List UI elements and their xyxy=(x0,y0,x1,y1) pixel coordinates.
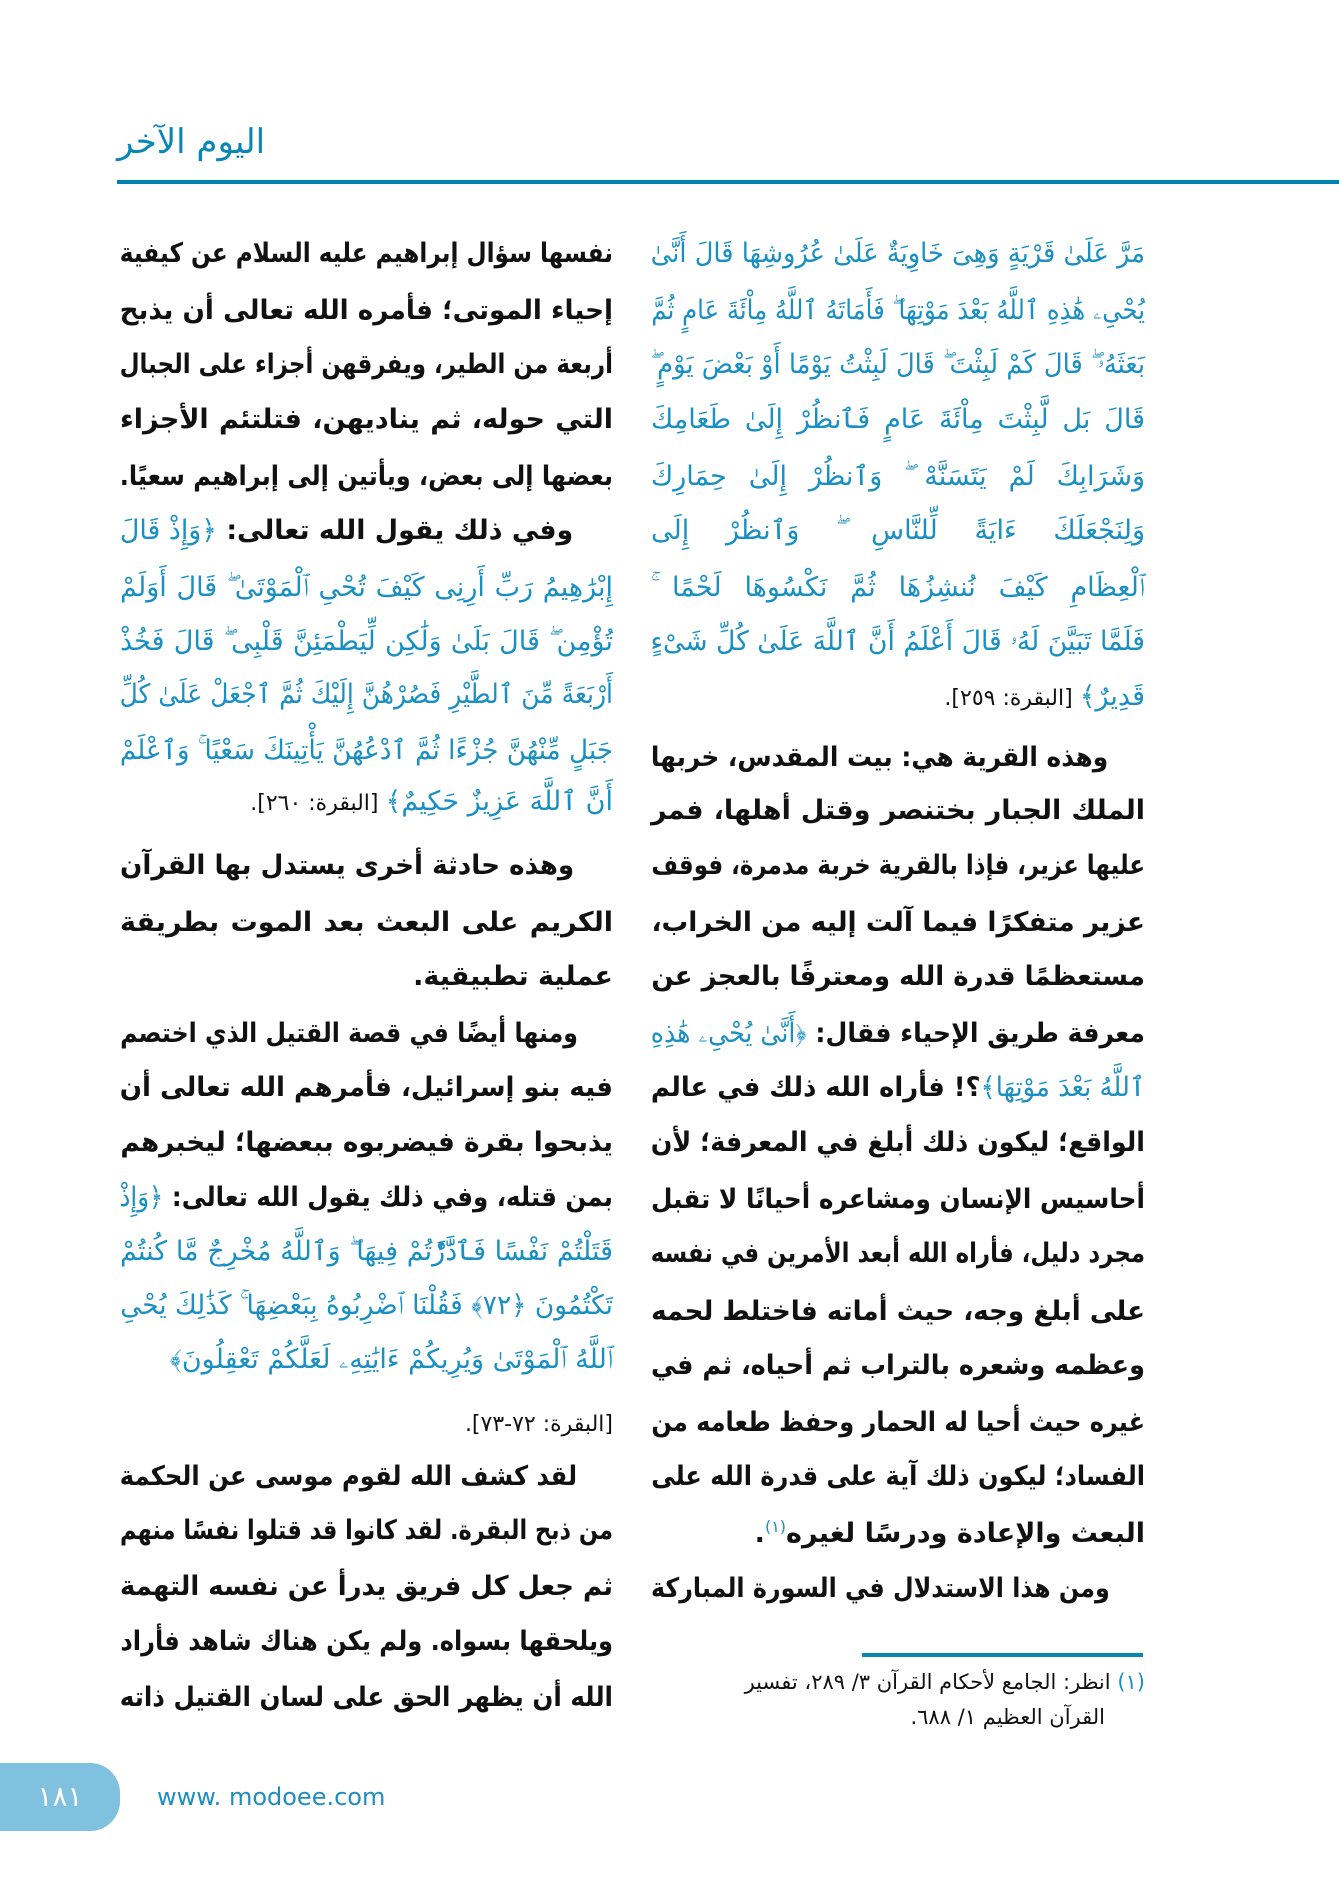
footnote xyxy=(651,1665,1145,1699)
body-text: عملية تطبيقية. xyxy=(413,961,613,992)
text-line xyxy=(120,895,613,950)
website-link[interactable]: www. modoee.com xyxy=(157,1783,386,1811)
text-line xyxy=(651,449,1145,504)
running-header-title: اليوم الآخر xyxy=(117,122,266,162)
quran-verse-text: فَلَمَّا تَبَيَّنَ لَهُۥ قَالَ أَعْلَمُ أَنَّ ٱللَّهَ عَلَىٰ كُلِّ شَىْءٍ xyxy=(650,626,1145,657)
footnote-continued xyxy=(651,1700,1145,1734)
text-line xyxy=(651,1172,1145,1227)
body-text: الملك الجبار بختنصر وقتل أهلها، فمر xyxy=(651,795,1145,826)
quran-verse-text: ٱلْعِظَامِ كَيْفَ نُنشِزُهَا ثُمَّ نَكْسُوهَا لَحْمًا ۚ xyxy=(651,572,1145,603)
quran-verse-text: إِبْرَٰهِيمُ رَبِّ أَرِنِى كَيْفَ تُحْىِ ٱلْمَوْتَىٰ ۖ قَالَ أَوَلَمْ xyxy=(120,572,613,603)
text-line xyxy=(120,503,613,558)
text-line xyxy=(651,337,1145,392)
text-line xyxy=(120,560,613,615)
quran-verse-text: جَبَلٍ مِّنْهُنَّ جُزْءًا ثُمَّ ٱدْعُهُنَّ يَأْتِينَكَ سَعْيًا ۚ وَٱعْلَمْ xyxy=(119,735,613,766)
quran-verse-text: بَعَثَهُۥ ۖ قَالَ كَمْ لَبِثْتَ ۖ قَالَ لَبِثْتُ يَوْمًا أَوْ بَعْضَ يَوْمٍ ۖ xyxy=(650,349,1145,380)
body-text: عزير متفكرًا فيما آلت إليه من الخراب، xyxy=(651,907,1145,938)
body-text: عليها عزير، فإذا بالقرية خربة مدمرة، فوقف xyxy=(651,850,1145,881)
body-text: . xyxy=(754,1518,765,1549)
quran-verse-text: تَكْتُمُونَ ﴿٧٢﴾ فَقُلْنَا ٱضْرِبُوهُ بِبَعْضِهَا ۚ كَذَٰلِكَ يُحْىِ xyxy=(120,1290,613,1321)
text-line xyxy=(651,1226,1145,1281)
text-line xyxy=(651,669,1145,724)
text-line xyxy=(120,1060,613,1115)
text-line xyxy=(651,1338,1145,1393)
text-line xyxy=(651,226,1145,281)
text-line xyxy=(120,1449,613,1504)
body-text: البعث والإعادة ودرسًا لغيره xyxy=(786,1518,1145,1549)
text-line xyxy=(120,283,613,338)
text-line xyxy=(651,1449,1145,1504)
body-text: أحاسيس الإنسان ومشاعره أحيانًا لا تقبل xyxy=(651,1184,1145,1215)
text-line xyxy=(651,783,1145,838)
body-text: وفي ذلك يقول الله تعالى: xyxy=(216,515,574,546)
body-text: ومن هذا الاستدلال في السورة المباركة xyxy=(650,1573,1110,1604)
body-text: مجرد دليل، فأراه الله أبعد الأمرين في نفسه xyxy=(650,1238,1145,1269)
page-number: ١٨١ xyxy=(37,1780,83,1813)
text-line xyxy=(651,283,1145,338)
text-line xyxy=(120,1224,613,1279)
text-line xyxy=(120,1395,613,1450)
text-line xyxy=(120,949,613,1004)
body-text: أربعة من الطير، ويفرقهن أجزاء على الجبال xyxy=(119,349,613,380)
text-line xyxy=(651,1506,1145,1561)
body-text: من ذبح البقرة. لقد كانوا قد قتلوا نفسًا منهم xyxy=(120,1515,613,1546)
body-text: الفساد؛ ليكون ذلك آية على قدرة الله على xyxy=(651,1461,1145,1492)
text-line xyxy=(120,226,613,281)
body-text: وهذه حادثة أخرى يستدل بها القرآن xyxy=(120,850,575,881)
text-line xyxy=(120,1115,613,1170)
body-text: يذبحوا بقرة فيضربوه ببعضها؛ ليخبرهم xyxy=(120,1127,613,1158)
verse-citation: [البقرة: ٢٦٠]. xyxy=(250,791,386,816)
body-text: الله أن يظهر الحق على لسان القتيل ذاته xyxy=(119,1682,614,1713)
body-text: ومنها أيضًا في قصة القتيل الذي اختصم xyxy=(120,1018,578,1049)
text-line xyxy=(651,895,1145,950)
text-line xyxy=(120,774,613,829)
footnote-reference: (١) xyxy=(764,1517,787,1536)
body-text: فيه بنو إسرائيل، فأمرهم الله تعالى أن xyxy=(119,1072,613,1103)
quran-verse-text: ﴿وَإِذْ قَالَ xyxy=(119,515,217,546)
text-line xyxy=(120,614,613,669)
body-text: معرفة طريق الإحياء فقال: xyxy=(806,1018,1145,1049)
header-divider xyxy=(117,180,1339,184)
text-line xyxy=(651,730,1145,785)
text-line xyxy=(120,337,613,392)
body-text: ثم جعل كل فريق يدرأ عن نفسه التهمة xyxy=(119,1571,613,1602)
body-text: بعضها إلى بعض، ويأتين إلى إبراهيم سعيًا. xyxy=(119,461,613,492)
body-text: نفسها سؤال إبراهيم عليه السلام عن كيفية xyxy=(119,238,613,269)
quran-verse-text: مَرَّ عَلَىٰ قَرْيَةٍ وَهِىَ خَاوِيَةٌ عَلَىٰ عُرُوشِهَا قَالَ أَنَّىٰ xyxy=(650,238,1145,269)
text-line xyxy=(120,1559,613,1614)
body-text: وهذه القرية هي: بيت المقدس، خربها xyxy=(650,742,1109,773)
footnote-divider xyxy=(862,1653,1143,1657)
text-line xyxy=(120,838,613,893)
text-line xyxy=(120,1503,613,1558)
body-text: مستعظمًا قدرة الله ومعترفًا بالعجز عن xyxy=(651,961,1145,992)
text-line xyxy=(651,1060,1145,1115)
quran-verse-text: يُحْىِۦ هَٰذِهِ ٱللَّهُ بَعْدَ مَوْتِهَا ۖ فَأَمَاتَهُ ٱللَّهُ مِاْئَةَ عَامٍ ثُمَّ xyxy=(651,295,1145,326)
quran-verse-text: أَنَّ ٱللَّهَ عَزِيزٌ حَكِيمٌ﴾ xyxy=(385,786,613,817)
body-text: على أبلغ وجه، حيث أماته فاختلط لحمه xyxy=(651,1296,1145,1327)
verse-citation: [البقرة: ٢٥٩]. xyxy=(944,686,1080,711)
text-line xyxy=(651,392,1145,447)
text-line xyxy=(120,1170,613,1225)
quran-verse-text: ٱللَّهُ بَعْدَ مَوْتِهَا﴾ xyxy=(980,1072,1145,1103)
body-text: الواقع؛ ليكون ذلك أبلغ في المعرفة؛ لأن xyxy=(650,1127,1145,1158)
text-line xyxy=(120,1006,613,1061)
text-line xyxy=(651,949,1145,1004)
text-line xyxy=(120,1670,613,1725)
text-line xyxy=(120,667,613,722)
body-text: وعظمه وشعره بالتراب ثم أحياه، ثم في xyxy=(650,1350,1145,1381)
text-line xyxy=(120,1278,613,1333)
body-text: غيره حيث أحيا له الحمار وحفظ طعامه من xyxy=(651,1407,1145,1438)
text-line xyxy=(120,449,613,504)
body-text: بمن قتله، وفي ذلك يقول الله تعالى: xyxy=(163,1182,613,1213)
verse-citation: [البقرة: ٧٢-٧٣]. xyxy=(464,1412,613,1437)
body-text: الكريم على البعث بعد الموت بطريقة xyxy=(120,907,613,938)
quran-verse-text: أَرْبَعَةً مِّنَ ٱلطَّيْرِ فَصُرْهُنَّ إِلَيْكَ ثُمَّ ٱجْعَلْ عَلَىٰ كُلِّ xyxy=(119,679,614,710)
text-line xyxy=(120,1614,613,1669)
text-line xyxy=(651,1006,1145,1061)
quran-verse-text: قَدِيرٌ﴾ xyxy=(1079,681,1145,712)
footnote-line-2: القرآن العظيم ١/ ٦٨٨. xyxy=(910,1705,1105,1729)
quran-verse-text: وَلِنَجْعَلَكَ ءَايَةً لِّلنَّاسِ ۖ وَٱنظُرْ إِلَى xyxy=(651,515,1145,546)
text-line xyxy=(120,392,613,447)
text-line xyxy=(651,1115,1145,1170)
text-line xyxy=(651,1284,1145,1339)
page-number-badge xyxy=(0,1763,120,1831)
quran-verse-text: ٱللَّهُ ٱلْمَوْتَىٰ وَيُرِيكُمْ ءَايَٰتِهِۦ لَعَلَّكُمْ تَعْقِلُونَ﴾ xyxy=(169,1344,613,1375)
text-line xyxy=(651,838,1145,893)
body-text: ؟! فأراه الله ذلك في عالم xyxy=(650,1072,981,1103)
quran-verse-text: ﴿أَنَّىٰ يُحْىِۦ هَٰذِهِ xyxy=(650,1018,807,1049)
text-line xyxy=(120,1332,613,1387)
body-text: لقد كشف الله لقوم موسى عن الحكمة xyxy=(119,1461,578,1492)
footnote-number: (١) xyxy=(1117,1670,1145,1694)
quran-verse-text: وَشَرَابِكَ لَمْ يَتَسَنَّهْ ۖ وَٱنظُرْ إِلَىٰ حِمَارِكَ xyxy=(651,461,1145,492)
footnote-line-1: انظر: الجامع لأحكام القرآن ٣/ ٢٨٩، تفسير xyxy=(744,1670,1111,1694)
text-line xyxy=(651,1561,1145,1616)
quran-verse-text: قَتَلْتُمْ نَفْسًا فَٱدَّٰرَْٰٔتُمْ فِيهَا ۖ وَٱللَّهُ مُخْرِجٌ مَّا كُنتُمْ xyxy=(120,1236,613,1267)
body-text: ويلحقها بسواه. ولم يكن هناك شاهد فأراد xyxy=(120,1626,613,1657)
text-line xyxy=(651,503,1145,558)
text-line xyxy=(651,560,1145,615)
body-text: إحياء الموتى؛ فأمره الله تعالى أن يذبح xyxy=(119,295,614,326)
body-text: التي حوله، ثم يناديهن، فتلتئم الأجزاء xyxy=(120,404,613,435)
text-line xyxy=(651,614,1145,669)
quran-verse-text: تُؤْمِن ۖ قَالَ بَلَىٰ وَلَٰكِن لِّيَطْمَئِنَّ قَلْبِى ۖ قَالَ فَخُذْ xyxy=(120,626,613,657)
text-line xyxy=(120,723,613,778)
quran-verse-text: قَالَ بَل لَّبِثْتَ مِاْئَةَ عَامٍ فَٱنظُرْ إِلَىٰ طَعَامِكَ xyxy=(651,404,1145,435)
quran-verse-text: ﴿وَإِذْ xyxy=(119,1182,164,1213)
text-line xyxy=(651,1395,1145,1450)
